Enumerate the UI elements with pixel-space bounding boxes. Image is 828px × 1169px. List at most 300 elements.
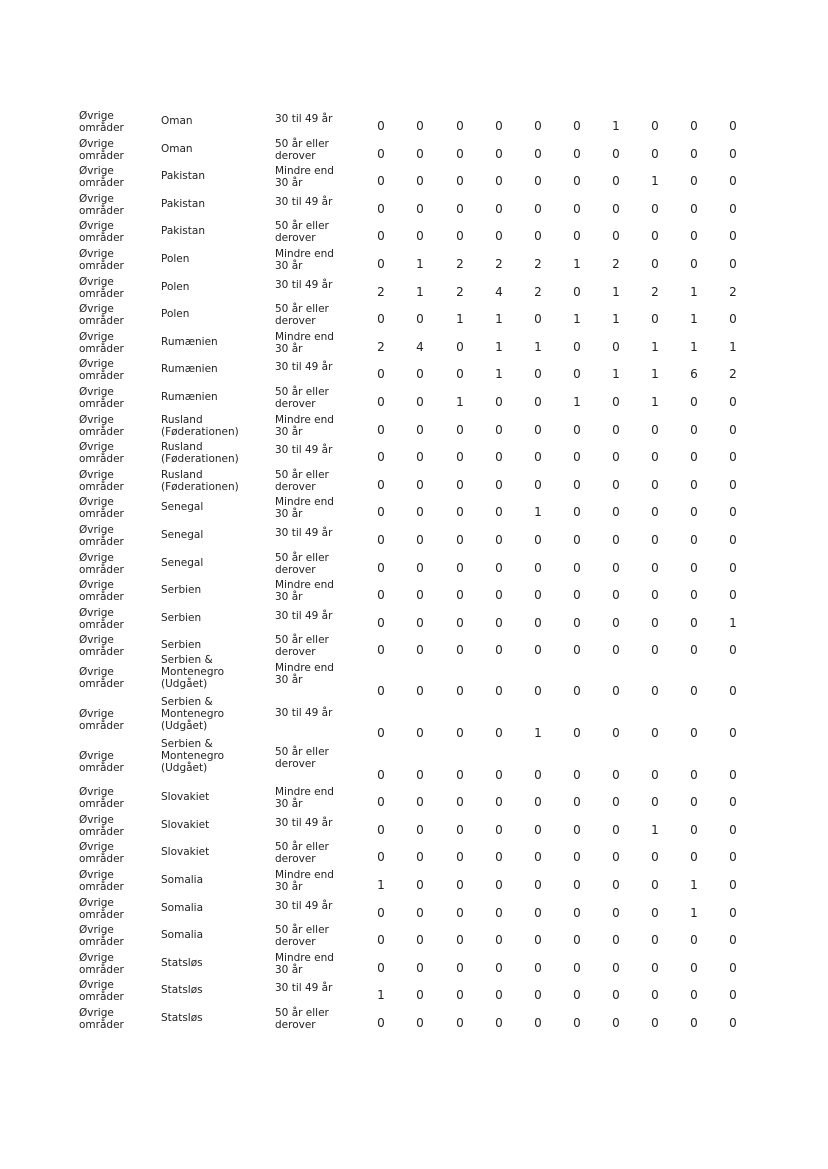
value-cell: 0 bbox=[651, 878, 659, 892]
region-cell: Øvrige områder bbox=[79, 469, 124, 493]
value-cell: 0 bbox=[612, 505, 620, 519]
region-cell: Øvrige områder bbox=[79, 358, 124, 382]
region-cell: Øvrige områder bbox=[79, 814, 124, 838]
value-cell: 1 bbox=[573, 312, 581, 326]
value-cell: 0 bbox=[690, 423, 698, 437]
value-cell: 0 bbox=[495, 119, 503, 133]
value-cell: 0 bbox=[690, 726, 698, 740]
value-cell: 1 bbox=[573, 395, 581, 409]
value-cell: 2 bbox=[377, 285, 385, 299]
region-cell: Øvrige områder bbox=[79, 524, 124, 548]
value-cell: 0 bbox=[651, 726, 659, 740]
value-cell: 0 bbox=[416, 561, 424, 575]
value-cell: 0 bbox=[612, 961, 620, 975]
value-cell: 0 bbox=[377, 643, 385, 657]
value-cell: 0 bbox=[495, 726, 503, 740]
value-cell: 0 bbox=[729, 588, 737, 602]
value-cell: 0 bbox=[690, 768, 698, 782]
value-cell: 0 bbox=[534, 395, 542, 409]
value-cell: 0 bbox=[690, 450, 698, 464]
value-cell: 1 bbox=[612, 367, 620, 381]
country-cell: Slovakiet bbox=[161, 846, 210, 858]
value-cell: 0 bbox=[534, 312, 542, 326]
country-cell: Pakistan bbox=[161, 170, 205, 182]
value-cell: 0 bbox=[456, 505, 464, 519]
value-cell: 0 bbox=[377, 588, 385, 602]
value-cell: 0 bbox=[690, 1016, 698, 1030]
value-cell: 0 bbox=[612, 423, 620, 437]
value-cell: 0 bbox=[690, 850, 698, 864]
value-cell: 0 bbox=[612, 395, 620, 409]
value-cell: 0 bbox=[573, 933, 581, 947]
region-cell: Øvrige områder bbox=[79, 869, 124, 893]
value-cell: 1 bbox=[729, 616, 737, 630]
value-cell: 1 bbox=[377, 878, 385, 892]
value-cell: 0 bbox=[612, 561, 620, 575]
value-cell: 1 bbox=[534, 726, 542, 740]
value-cell: 0 bbox=[534, 423, 542, 437]
value-cell: 0 bbox=[534, 823, 542, 837]
value-cell: 0 bbox=[573, 961, 581, 975]
value-cell: 0 bbox=[612, 768, 620, 782]
region-cell: Øvrige områder bbox=[79, 979, 124, 1003]
country-cell: Somalia bbox=[161, 929, 204, 941]
value-cell: 0 bbox=[612, 616, 620, 630]
value-cell: 1 bbox=[690, 906, 698, 920]
value-cell: 0 bbox=[612, 933, 620, 947]
value-cell: 2 bbox=[456, 257, 464, 271]
value-cell: 0 bbox=[495, 616, 503, 630]
value-cell: 0 bbox=[416, 395, 424, 409]
value-cell: 0 bbox=[612, 850, 620, 864]
value-cell: 0 bbox=[416, 988, 424, 1002]
country-cell: Statsløs bbox=[161, 984, 203, 996]
value-cell: 0 bbox=[377, 174, 385, 188]
value-cell: 0 bbox=[416, 147, 424, 161]
value-cell: 0 bbox=[377, 684, 385, 698]
value-cell: 0 bbox=[573, 616, 581, 630]
age-group-cell: Mindre end 30 år bbox=[275, 331, 334, 355]
value-cell: 0 bbox=[573, 505, 581, 519]
value-cell: 0 bbox=[573, 147, 581, 161]
value-cell: 0 bbox=[651, 450, 659, 464]
value-cell: 0 bbox=[495, 505, 503, 519]
value-cell: 0 bbox=[729, 395, 737, 409]
value-cell: 0 bbox=[573, 823, 581, 837]
value-cell: 0 bbox=[651, 312, 659, 326]
country-cell: Somalia bbox=[161, 874, 204, 886]
value-cell: 0 bbox=[416, 933, 424, 947]
value-cell: 0 bbox=[690, 684, 698, 698]
age-group-cell: 50 år eller derover bbox=[275, 1007, 329, 1031]
value-cell: 0 bbox=[534, 174, 542, 188]
value-cell: 0 bbox=[690, 588, 698, 602]
value-cell: 0 bbox=[377, 505, 385, 519]
value-cell: 0 bbox=[690, 505, 698, 519]
value-cell: 0 bbox=[573, 478, 581, 492]
value-cell: 0 bbox=[377, 257, 385, 271]
value-cell: 1 bbox=[612, 312, 620, 326]
value-cell: 2 bbox=[651, 285, 659, 299]
value-cell: 1 bbox=[651, 367, 659, 381]
value-cell: 0 bbox=[651, 423, 659, 437]
age-group-cell: Mindre end 30 år bbox=[275, 579, 334, 603]
value-cell: 0 bbox=[456, 768, 464, 782]
value-cell: 0 bbox=[690, 795, 698, 809]
value-cell: 2 bbox=[456, 285, 464, 299]
country-cell: Serbien & Montenegro (Udgået) bbox=[161, 654, 225, 690]
value-cell: 0 bbox=[456, 423, 464, 437]
value-cell: 0 bbox=[612, 684, 620, 698]
value-cell: 0 bbox=[651, 961, 659, 975]
value-cell: 0 bbox=[534, 906, 542, 920]
age-group-cell: 30 til 49 år bbox=[275, 900, 333, 912]
country-cell: Slovakiet bbox=[161, 791, 210, 803]
value-cell: 0 bbox=[690, 988, 698, 1002]
value-cell: 0 bbox=[651, 768, 659, 782]
region-cell: Øvrige områder bbox=[79, 552, 124, 576]
value-cell: 1 bbox=[534, 505, 542, 519]
region-cell: Øvrige områder bbox=[79, 897, 124, 921]
value-cell: 0 bbox=[690, 823, 698, 837]
country-cell: Senegal bbox=[161, 501, 204, 513]
country-cell: Serbien bbox=[161, 639, 202, 651]
region-cell: Øvrige områder bbox=[79, 841, 124, 865]
value-cell: 0 bbox=[573, 988, 581, 1002]
value-cell: 0 bbox=[690, 961, 698, 975]
value-cell: 1 bbox=[456, 312, 464, 326]
age-group-cell: Mindre end 30 år bbox=[275, 414, 334, 438]
value-cell: 0 bbox=[456, 202, 464, 216]
value-cell: 0 bbox=[573, 878, 581, 892]
value-cell: 0 bbox=[495, 850, 503, 864]
region-cell: Øvrige områder bbox=[79, 303, 124, 327]
age-group-cell: Mindre end 30 år bbox=[275, 248, 334, 272]
value-cell: 0 bbox=[377, 395, 385, 409]
value-cell: 0 bbox=[416, 478, 424, 492]
country-cell: Serbien bbox=[161, 612, 202, 624]
value-cell: 0 bbox=[612, 878, 620, 892]
value-cell: 0 bbox=[495, 229, 503, 243]
value-cell: 0 bbox=[651, 588, 659, 602]
value-cell: 0 bbox=[377, 478, 385, 492]
value-cell: 0 bbox=[690, 533, 698, 547]
value-cell: 0 bbox=[729, 768, 737, 782]
value-cell: 6 bbox=[690, 367, 698, 381]
value-cell: 0 bbox=[416, 795, 424, 809]
value-cell: 0 bbox=[416, 312, 424, 326]
value-cell: 0 bbox=[612, 340, 620, 354]
value-cell: 0 bbox=[416, 768, 424, 782]
value-cell: 0 bbox=[729, 533, 737, 547]
value-cell: 0 bbox=[456, 988, 464, 1002]
region-cell: Øvrige områder bbox=[79, 924, 124, 948]
value-cell: 0 bbox=[729, 878, 737, 892]
value-cell: 0 bbox=[377, 768, 385, 782]
value-cell: 0 bbox=[495, 823, 503, 837]
value-cell: 0 bbox=[690, 174, 698, 188]
value-cell: 0 bbox=[495, 988, 503, 1002]
age-group-cell: 30 til 49 år bbox=[275, 361, 333, 373]
value-cell: 2 bbox=[612, 257, 620, 271]
value-cell: 0 bbox=[534, 795, 542, 809]
region-cell: Øvrige områder bbox=[79, 220, 124, 244]
value-cell: 0 bbox=[729, 478, 737, 492]
value-cell: 0 bbox=[416, 906, 424, 920]
value-cell: 0 bbox=[456, 478, 464, 492]
country-cell: Rumænien bbox=[161, 363, 218, 375]
value-cell: 0 bbox=[729, 643, 737, 657]
value-cell: 0 bbox=[612, 450, 620, 464]
value-cell: 4 bbox=[416, 340, 424, 354]
value-cell: 0 bbox=[416, 961, 424, 975]
value-cell: 0 bbox=[651, 684, 659, 698]
value-cell: 0 bbox=[690, 395, 698, 409]
value-cell: 0 bbox=[456, 933, 464, 947]
value-cell: 0 bbox=[416, 850, 424, 864]
age-group-cell: Mindre end 30 år bbox=[275, 952, 334, 976]
value-cell: 0 bbox=[612, 906, 620, 920]
value-cell: 0 bbox=[573, 561, 581, 575]
value-cell: 0 bbox=[534, 202, 542, 216]
value-cell: 0 bbox=[416, 450, 424, 464]
region-cell: Øvrige områder bbox=[79, 165, 124, 189]
value-cell: 0 bbox=[729, 202, 737, 216]
value-cell: 0 bbox=[651, 933, 659, 947]
value-cell: 0 bbox=[534, 147, 542, 161]
value-cell: 0 bbox=[416, 616, 424, 630]
age-group-cell: 50 år eller derover bbox=[275, 220, 329, 244]
value-cell: 0 bbox=[573, 423, 581, 437]
age-group-cell: Mindre end 30 år bbox=[275, 496, 334, 520]
value-cell: 0 bbox=[534, 850, 542, 864]
value-cell: 0 bbox=[534, 961, 542, 975]
value-cell: 0 bbox=[573, 726, 581, 740]
value-cell: 0 bbox=[612, 229, 620, 243]
age-group-cell: 30 til 49 år bbox=[275, 196, 333, 208]
region-cell: Øvrige områder bbox=[79, 1007, 124, 1031]
value-cell: 0 bbox=[495, 478, 503, 492]
value-cell: 0 bbox=[651, 505, 659, 519]
country-cell: Oman bbox=[161, 143, 193, 155]
value-cell: 1 bbox=[612, 285, 620, 299]
value-cell: 0 bbox=[573, 906, 581, 920]
region-cell: Øvrige områder bbox=[79, 386, 124, 410]
value-cell: 0 bbox=[495, 906, 503, 920]
country-cell: Statsløs bbox=[161, 957, 203, 969]
value-cell: 0 bbox=[651, 643, 659, 657]
value-cell: 0 bbox=[377, 533, 385, 547]
value-cell: 0 bbox=[495, 878, 503, 892]
value-cell: 0 bbox=[495, 450, 503, 464]
value-cell: 0 bbox=[573, 285, 581, 299]
value-cell: 0 bbox=[456, 684, 464, 698]
value-cell: 0 bbox=[495, 202, 503, 216]
age-group-cell: 30 til 49 år bbox=[275, 982, 333, 994]
value-cell: 0 bbox=[377, 202, 385, 216]
value-cell: 0 bbox=[534, 1016, 542, 1030]
value-cell: 0 bbox=[690, 933, 698, 947]
value-cell: 0 bbox=[690, 229, 698, 243]
country-cell: Senegal bbox=[161, 557, 204, 569]
region-cell: Øvrige områder bbox=[79, 750, 124, 774]
value-cell: 0 bbox=[651, 478, 659, 492]
value-cell: 0 bbox=[690, 147, 698, 161]
value-cell: 0 bbox=[456, 643, 464, 657]
value-cell: 0 bbox=[416, 533, 424, 547]
value-cell: 0 bbox=[729, 906, 737, 920]
value-cell: 0 bbox=[456, 823, 464, 837]
value-cell: 0 bbox=[651, 988, 659, 1002]
age-group-cell: 30 til 49 år bbox=[275, 610, 333, 622]
country-cell: Rumænien bbox=[161, 336, 218, 348]
age-group-cell: 30 til 49 år bbox=[275, 707, 333, 719]
age-group-cell: 30 til 49 år bbox=[275, 444, 333, 456]
value-cell: 0 bbox=[456, 961, 464, 975]
value-cell: 0 bbox=[416, 174, 424, 188]
age-group-cell: 50 år eller derover bbox=[275, 552, 329, 576]
value-cell: 0 bbox=[729, 174, 737, 188]
age-group-cell: 50 år eller derover bbox=[275, 841, 329, 865]
value-cell: 0 bbox=[416, 726, 424, 740]
value-cell: 0 bbox=[416, 229, 424, 243]
value-cell: 0 bbox=[573, 533, 581, 547]
country-cell: Senegal bbox=[161, 529, 204, 541]
value-cell: 0 bbox=[612, 478, 620, 492]
country-cell: Polen bbox=[161, 253, 190, 265]
value-cell: 0 bbox=[456, 119, 464, 133]
region-cell: Øvrige områder bbox=[79, 952, 124, 976]
value-cell: 0 bbox=[534, 561, 542, 575]
value-cell: 0 bbox=[729, 961, 737, 975]
value-cell: 0 bbox=[456, 367, 464, 381]
value-cell: 0 bbox=[456, 616, 464, 630]
value-cell: 0 bbox=[495, 395, 503, 409]
country-cell: Slovakiet bbox=[161, 819, 210, 831]
value-cell: 0 bbox=[495, 423, 503, 437]
value-cell: 0 bbox=[729, 505, 737, 519]
value-cell: 0 bbox=[651, 850, 659, 864]
value-cell: 0 bbox=[377, 561, 385, 575]
region-cell: Øvrige områder bbox=[79, 193, 124, 217]
value-cell: 0 bbox=[729, 450, 737, 464]
country-cell: Serbien & Montenegro (Udgået) bbox=[161, 696, 225, 732]
value-cell: 0 bbox=[651, 906, 659, 920]
value-cell: 0 bbox=[651, 229, 659, 243]
age-group-cell: Mindre end 30 år bbox=[275, 786, 334, 810]
value-cell: 0 bbox=[495, 961, 503, 975]
value-cell: 2 bbox=[729, 285, 737, 299]
value-cell: 1 bbox=[495, 340, 503, 354]
age-group-cell: Mindre end 30 år bbox=[275, 165, 334, 189]
value-cell: 0 bbox=[377, 147, 385, 161]
value-cell: 0 bbox=[612, 533, 620, 547]
value-cell: 0 bbox=[612, 147, 620, 161]
age-group-cell: Mindre end 30 år bbox=[275, 869, 334, 893]
value-cell: 0 bbox=[690, 616, 698, 630]
value-cell: 0 bbox=[534, 684, 542, 698]
value-cell: 0 bbox=[377, 119, 385, 133]
country-cell: Pakistan bbox=[161, 198, 205, 210]
value-cell: 0 bbox=[377, 961, 385, 975]
value-cell: 0 bbox=[456, 561, 464, 575]
value-cell: 0 bbox=[729, 147, 737, 161]
value-cell: 0 bbox=[651, 1016, 659, 1030]
value-cell: 0 bbox=[416, 643, 424, 657]
region-cell: Øvrige områder bbox=[79, 496, 124, 520]
value-cell: 0 bbox=[456, 450, 464, 464]
value-cell: 0 bbox=[416, 684, 424, 698]
value-cell: 0 bbox=[495, 147, 503, 161]
value-cell: 1 bbox=[456, 395, 464, 409]
region-cell: Øvrige områder bbox=[79, 441, 124, 465]
value-cell: 0 bbox=[377, 850, 385, 864]
country-cell: Rumænien bbox=[161, 391, 218, 403]
country-cell: Somalia bbox=[161, 902, 204, 914]
value-cell: 0 bbox=[729, 850, 737, 864]
value-cell: 1 bbox=[495, 367, 503, 381]
value-cell: 0 bbox=[377, 423, 385, 437]
value-cell: 0 bbox=[495, 795, 503, 809]
value-cell: 0 bbox=[495, 933, 503, 947]
value-cell: 0 bbox=[612, 823, 620, 837]
value-cell: 0 bbox=[573, 850, 581, 864]
value-cell: 0 bbox=[416, 878, 424, 892]
value-cell: 0 bbox=[729, 561, 737, 575]
value-cell: 0 bbox=[495, 1016, 503, 1030]
value-cell: 0 bbox=[651, 257, 659, 271]
value-cell: 0 bbox=[573, 174, 581, 188]
value-cell: 0 bbox=[729, 1016, 737, 1030]
region-cell: Øvrige områder bbox=[79, 331, 124, 355]
value-cell: 1 bbox=[416, 257, 424, 271]
value-cell: 0 bbox=[416, 1016, 424, 1030]
value-cell: 2 bbox=[495, 257, 503, 271]
value-cell: 0 bbox=[534, 478, 542, 492]
age-group-cell: 50 år eller derover bbox=[275, 924, 329, 948]
value-cell: 1 bbox=[729, 340, 737, 354]
value-cell: 0 bbox=[690, 257, 698, 271]
value-cell: 1 bbox=[651, 823, 659, 837]
value-cell: 0 bbox=[729, 726, 737, 740]
value-cell: 0 bbox=[456, 229, 464, 243]
value-cell: 0 bbox=[456, 878, 464, 892]
country-cell: Polen bbox=[161, 281, 190, 293]
country-cell: Polen bbox=[161, 308, 190, 320]
age-group-cell: 30 til 49 år bbox=[275, 527, 333, 539]
value-cell: 1 bbox=[573, 257, 581, 271]
region-cell: Øvrige områder bbox=[79, 786, 124, 810]
value-cell: 2 bbox=[534, 285, 542, 299]
country-cell: Serbien bbox=[161, 584, 202, 596]
region-cell: Øvrige områder bbox=[79, 579, 124, 603]
value-cell: 0 bbox=[456, 795, 464, 809]
value-cell: 0 bbox=[612, 795, 620, 809]
value-cell: 0 bbox=[729, 423, 737, 437]
value-cell: 0 bbox=[377, 906, 385, 920]
value-cell: 0 bbox=[729, 988, 737, 1002]
region-cell: Øvrige områder bbox=[79, 708, 124, 732]
value-cell: 0 bbox=[573, 202, 581, 216]
value-cell: 0 bbox=[573, 643, 581, 657]
value-cell: 0 bbox=[651, 795, 659, 809]
value-cell: 0 bbox=[651, 533, 659, 547]
value-cell: 0 bbox=[729, 684, 737, 698]
value-cell: 0 bbox=[573, 1016, 581, 1030]
value-cell: 0 bbox=[495, 684, 503, 698]
value-cell: 0 bbox=[456, 533, 464, 547]
value-cell: 0 bbox=[495, 768, 503, 782]
